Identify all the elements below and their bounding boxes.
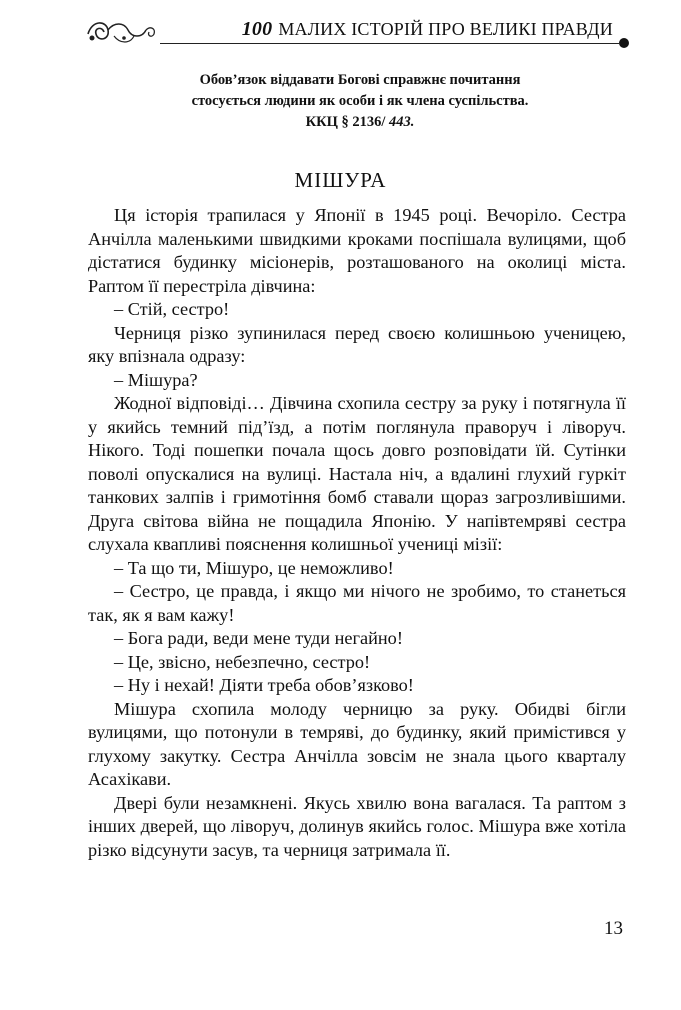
flourish-ornament: [84, 14, 164, 48]
reference-main: ККЦ § 2136/: [305, 114, 390, 130]
paragraph: Черниця різко зупинилася перед своєю колишньою ученицею, яку впізнала одразу:: [88, 322, 626, 366]
dialogue-line: – Це, звісно, небезпечно, сестро!: [114, 651, 371, 672]
book-number: 100: [241, 18, 273, 40]
paragraph: Мішура схопила молоду черницю за руку. Обидві бігли вулицями, що потонули в темряві, до будинку, який примістився у глухому закутку. Сестра Анчілла зовсім не знала цього кварталу Асахікави.: [88, 698, 626, 789]
dialogue-line: – Ну і нехай! Діяти треба обов’язково!: [114, 675, 414, 695]
dialogue-line: – Бога ради, веди мене туди негайно!: [114, 628, 403, 648]
epigraph: [120, 70, 600, 133]
page-number: 13: [604, 918, 623, 939]
story-title: МІШУРА: [294, 168, 387, 192]
running-title: [242, 18, 613, 41]
running-header: [84, 10, 629, 50]
header-dot: [619, 38, 629, 48]
paragraph: Жодної відповіді… Дівчина схопила сестру за руку і потягнула її у якийсь темний під’їзд, а потім поглянула праворуч і ліворуч. Нікого. Тоді пошепки почала щось довго розповідати їй. Сутінки поволі опускалися на вулиці. Настала ніч, а вдалині глухий гуркіт танкових залпів і гримотіння бомб ставали щораз загрозливішими. Друга світова війна не пощадила Японію. У напівтемряві сестра слухала квапливі пояснення колишньої учениці мізії:: [88, 393, 626, 554]
paragraph: Ця історія трапилася у Японії в 1945 році. Вечоріло. Сестра Анчілла маленькими швидкими кроками поспішала вулицями, щоб дістатися будинку місіонерів, розташованого на околиці міста. Раптом її перестріла дівчина:: [88, 205, 626, 296]
dialogue-line: – Сестро, це правда, і якщо ми нічого не зробимо, то станеться так, як я вам кажу!: [88, 581, 626, 625]
book-title: МАЛИХ ІСТОРІЙ ПРО ВЕЛИКІ ПРАВДИ: [278, 19, 613, 39]
dialogue-line: – Мішура?: [114, 369, 198, 390]
header-rule: [160, 43, 619, 44]
story-body: [88, 204, 626, 862]
dialogue-line: – Стій, сестро!: [114, 299, 230, 319]
epigraph-reference: [120, 112, 600, 133]
reference-number: 443.: [389, 114, 415, 130]
epigraph-line-2: стосується людини як особи і як члена суспільства.: [191, 93, 529, 109]
dialogue-line: – Та що ти, Мішуро, це неможливо!: [114, 557, 394, 578]
paragraph: Двері були незамкнені. Якусь хвилю вона вагалася. Та раптом з інших дверей, що ліворуч, долинув якийсь голос. Мішура вже хотіла різко відсунути засув, та черниця затримала її.: [88, 792, 626, 860]
epigraph-line-1: Обов’язок віддавати Богові справжнє почитання: [199, 72, 521, 88]
